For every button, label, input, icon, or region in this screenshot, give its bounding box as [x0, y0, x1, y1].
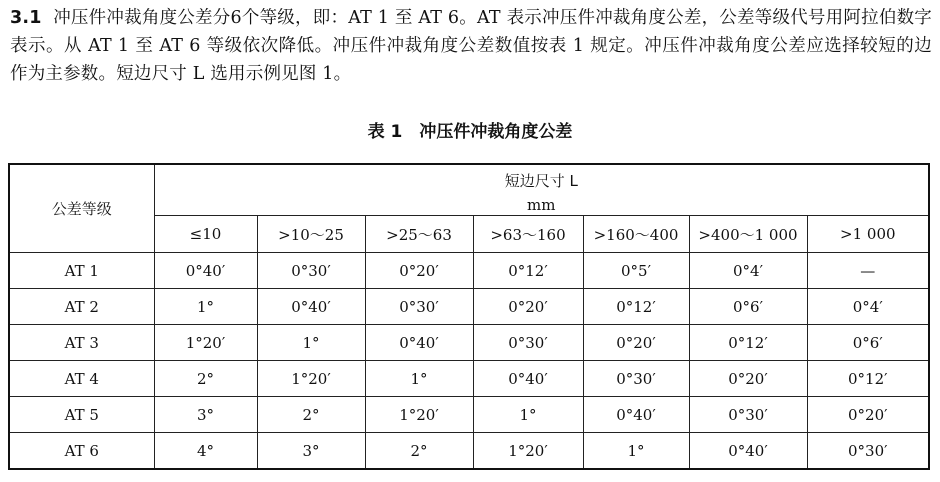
grade-cell: AT 1: [9, 253, 154, 289]
value-cell: 0°20′: [365, 253, 473, 289]
row-header-cell: 公差等级: [9, 164, 154, 253]
value-cell: —: [807, 253, 929, 289]
value-cell: 0°40′: [689, 433, 807, 470]
value-cell: 0°12′: [689, 325, 807, 361]
value-cell: 0°40′: [257, 289, 365, 325]
value-cell: 0°30′: [365, 289, 473, 325]
unit-label: mm: [154, 195, 929, 216]
value-cell: 1°: [583, 433, 689, 470]
value-cell: 0°30′: [689, 397, 807, 433]
value-cell: 1°: [473, 397, 583, 433]
clause-text: 冲压件冲裁角度公差分6个等级，即：AT 1 至 AT 6。AT 表示冲压件冲裁角度公差，公差等级代号用阿拉伯数字表示。从 AT 1 至 AT 6 等级依次降低。冲压件冲裁角度公差数值按表 1 规定。冲压件冲裁角度公差应选择较短的边作为主参数。短边尺寸 L 选用示例见图 1。: [10, 8, 932, 84]
value-cell: 0°40′: [154, 253, 257, 289]
clause-number: 3.1: [10, 8, 42, 28]
value-cell: 0°20′: [583, 325, 689, 361]
value-cell: 1°: [365, 361, 473, 397]
value-cell: 0°6′: [689, 289, 807, 325]
value-cell: 0°30′: [473, 325, 583, 361]
value-cell: 0°4′: [689, 253, 807, 289]
column-header-1: ≤10: [154, 216, 257, 253]
grade-cell: AT 2: [9, 289, 154, 325]
clause-paragraph: [10, 4, 932, 88]
column-header-3: >25～63: [365, 216, 473, 253]
value-cell: 1°20′: [154, 325, 257, 361]
column-header-5: >160～400: [583, 216, 689, 253]
value-cell: 1°20′: [257, 361, 365, 397]
value-cell: 0°4′: [807, 289, 929, 325]
table-row: [9, 397, 929, 433]
value-cell: 0°20′: [807, 397, 929, 433]
grade-cell: AT 4: [9, 361, 154, 397]
value-cell: 3°: [154, 397, 257, 433]
value-cell: 2°: [257, 397, 365, 433]
table-row: [9, 361, 929, 397]
value-cell: 2°: [154, 361, 257, 397]
value-cell: 0°12′: [807, 361, 929, 397]
table-caption: 表 1 冲压件冲裁角度公差: [367, 122, 573, 142]
grade-cell: AT 3: [9, 325, 154, 361]
table-row: [9, 253, 929, 289]
grade-cell: AT 5: [9, 397, 154, 433]
value-cell: 1°20′: [473, 433, 583, 470]
value-cell: 0°30′: [583, 361, 689, 397]
value-cell: 0°5′: [583, 253, 689, 289]
column-header-2: >10～25: [257, 216, 365, 253]
value-cell: 4°: [154, 433, 257, 470]
value-cell: 0°20′: [689, 361, 807, 397]
column-header-7: >1 000: [807, 216, 929, 253]
value-cell: 0°20′: [473, 289, 583, 325]
value-cell: 0°40′: [583, 397, 689, 433]
column-header-4: >63～160: [473, 216, 583, 253]
value-cell: 0°6′: [807, 325, 929, 361]
table-row: [9, 325, 929, 361]
value-cell: 0°30′: [257, 253, 365, 289]
value-cell: 1°: [257, 325, 365, 361]
value-cell: 1°20′: [365, 397, 473, 433]
value-cell: 0°30′: [807, 433, 929, 470]
value-cell: 0°40′: [365, 325, 473, 361]
value-cell: 2°: [365, 433, 473, 470]
value-cell: 0°12′: [473, 253, 583, 289]
column-header-6: >400～1 000: [689, 216, 807, 253]
tolerance-table: [8, 163, 930, 470]
table-row: [9, 433, 929, 470]
value-cell: 3°: [257, 433, 365, 470]
value-cell: 0°40′: [473, 361, 583, 397]
column-group-title: 短边尺寸 L: [154, 164, 929, 195]
table-row: [9, 289, 929, 325]
grade-cell: AT 6: [9, 433, 154, 470]
value-cell: 0°12′: [583, 289, 689, 325]
value-cell: 1°: [154, 289, 257, 325]
